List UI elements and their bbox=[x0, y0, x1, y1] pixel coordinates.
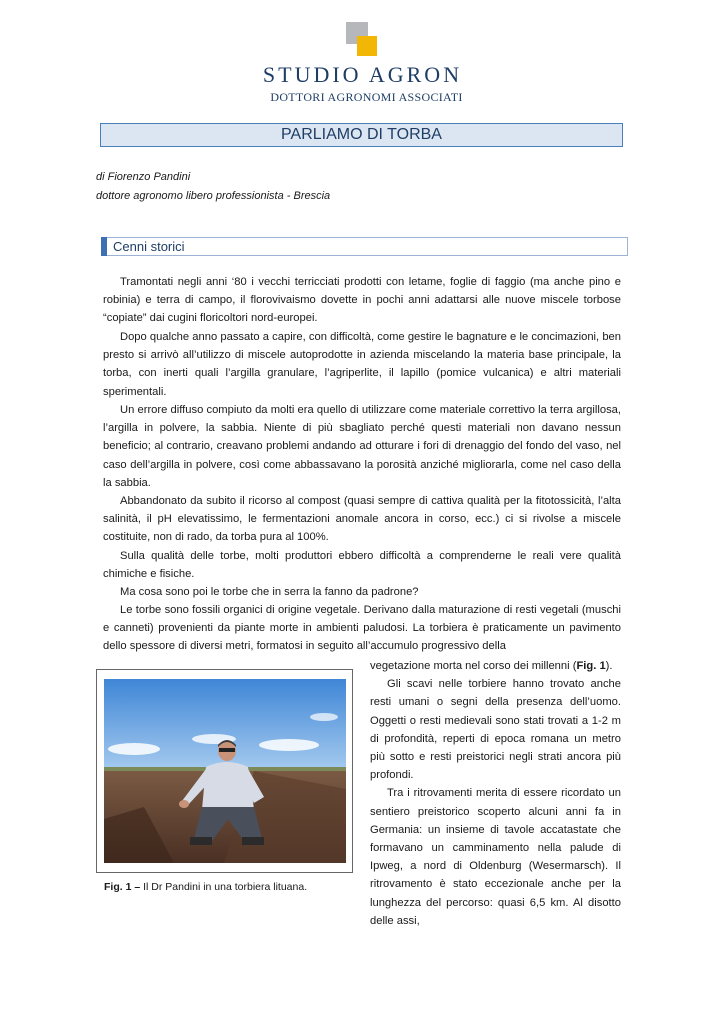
section-accent-bar bbox=[101, 237, 107, 256]
studio-logo bbox=[346, 22, 378, 56]
paragraph-8: Gli scavi nelle torbiere hanno trovato anche resti umani o segni della presenza dell’uomo. Oggetti o resti medievali sono stati trovati a 1-2 m di profondità, reperti di epoca romana un metro più sotto e resti preistorici negli strati ancora più profondi. bbox=[370, 678, 621, 782]
figure-reference: Fig. 1 bbox=[576, 660, 606, 672]
continuation-end: ). bbox=[605, 660, 613, 672]
brand-header bbox=[0, 62, 725, 104]
continuation-line bbox=[370, 657, 621, 675]
figure-1-frame bbox=[96, 669, 353, 873]
author-block bbox=[96, 168, 330, 206]
paragraph-1: Tramontati negli anni ‘80 i vecchi terricciati prodotti con letame, foglie di faggio (ma anche pino e robinia) e terra di campo, il florovivaismo dovette in pochi anni adattarsi alle nuove miscele torbose “copiate” dai cugini floricoltori nord-europei. bbox=[103, 276, 621, 325]
paragraph-3: Un errore diffuso compiuto da molti era quello di utilizzare come materiale correttivo la terra argillosa, l’argilla in polvere, la sabbia. Niente di più sbagliato perché questi materiali non davano nessun beneficio; al contrario, creavano problemi andando ad otturare i fori di drenaggio del fondo del vaso, nel caso dell’argilla in polvere, così come abbassavano la porosità anziché migliorarla, come nel caso della la sabbia. bbox=[103, 404, 621, 489]
paragraph-5: Sulla qualità delle torbe, molti produttori ebbero difficoltà a comprenderne le reali vere qualità chimiche e fisiche. bbox=[103, 550, 621, 581]
section-title: Cenni storici bbox=[113, 239, 185, 254]
page-title: PARLIAMO DI TORBA bbox=[100, 123, 623, 147]
caption-text: Il Dr Pandini in una torbiera lituana. bbox=[140, 881, 308, 893]
figure-1-caption bbox=[104, 880, 307, 894]
author-role: dottore agronomo libero professionista - Brescia bbox=[96, 190, 331, 202]
author-name: di Fiorenzo Pandini bbox=[96, 171, 191, 183]
paragraph-6: Ma cosa sono poi le torbe che in serra la fanno da padrone? bbox=[120, 586, 419, 598]
logo-gold-square bbox=[357, 36, 377, 56]
section-heading bbox=[101, 237, 628, 256]
paragraph-9: Tra i ritrovamenti merita di essere ricordato un sentiero preistorico scoperto alcuni anni fa in Germania: un insieme di tavole accatastate che formavano un camminamento nella palude di Ipweg, a nord di Oldenburg (Wesermarsch). Il ritrovamento è stato eccezionale anche per la lunghezza del percorso: quasi 6,5 km. Al disotto delle assi, bbox=[370, 787, 621, 927]
brand-subtitle: DOTTORI AGRONOMI ASSOCIATI bbox=[270, 90, 463, 104]
caption-label: Fig. 1 – bbox=[104, 881, 141, 893]
brand-name: STUDIO AGRON bbox=[262, 62, 463, 87]
paragraph-2: Dopo qualche anno passato a capire, con difficoltà, come gestire le bagnature e le concimazioni, ben presto si arrivò all’utilizzo di miscele autoprodotte in azienda miscelando la materia base principale, la torba, con inerti quali l’argilla granulare, l’agriperlite, il lapillo (pomice vulcanica) e altri materiali sperimentali. bbox=[103, 331, 621, 398]
figure-1-photo bbox=[104, 679, 346, 863]
continuation-text: vegetazione morta nel corso dei millenni ( bbox=[370, 660, 577, 672]
text-column bbox=[370, 657, 621, 930]
paragraph-7: Le torbe sono fossili organici di origine vegetale. Derivano dalla maturazione di resti vegetali (muschi e canneti) provenienti da piante morte in ambienti paludosi. La torbiera è praticamente un pavimento dello spessore di diversi metri, formatosi in seguito all’accumulo progressivo della bbox=[103, 604, 621, 653]
paragraph-4: Abbandonato da subito il ricorso al compost (quasi sempre di cattiva qualità per la fitotossicità, l’alta salinità, il pH elevatissimo, le fermentazioni anomale ancora in corso, ecc.) ci si rivolse a miscele costituite, non di rado, da torba pura al 100%. bbox=[103, 495, 621, 544]
